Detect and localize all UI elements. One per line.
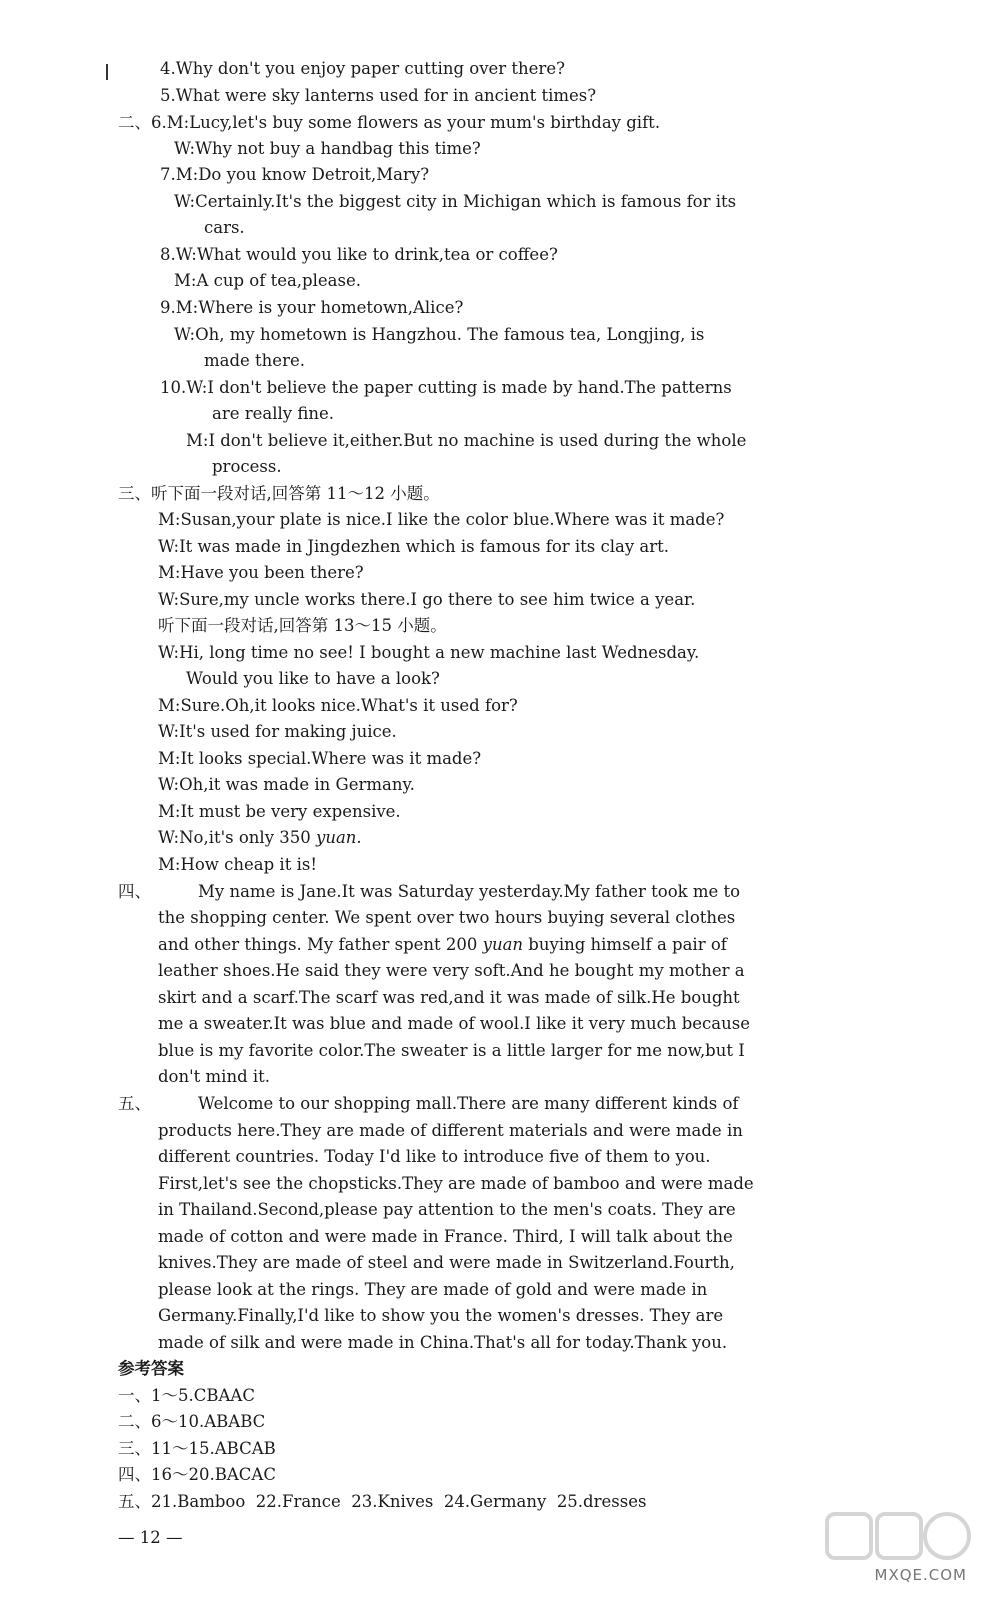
line-q8m: M:A cup of tea,please. <box>174 271 361 290</box>
passage5-line3: different countries. Today I'd like to introduce five of them to you. <box>158 1147 711 1166</box>
section-3-heading-2: 听下面一段对话,回答第 13～15 小题。 <box>158 616 447 635</box>
dialog2-line7-italic: yuan <box>316 828 357 847</box>
passage4-line6: me a sweater.It was blue and made of wool.I like it very much because <box>158 1014 750 1033</box>
passage4-line3 <box>158 935 727 955</box>
answer-line-4: 四、16～20.BACAC <box>118 1465 276 1484</box>
dialog2-line8: M:How cheap it is! <box>158 855 317 874</box>
passage5-line5: in Thailand.Second,please pay attention to the men's coats. They are <box>158 1200 736 1219</box>
dialog2-line3: W:It's used for making juice. <box>158 722 397 741</box>
dialog2-line1-b: Would you like to have a look? <box>186 669 440 688</box>
section-3-heading: 三、听下面一段对话,回答第 11～12 小题。 <box>118 484 440 503</box>
answer-line-5: 五、21.Bamboo 22.France 23.Knives 24.Germany 25.dresses <box>118 1492 647 1511</box>
line-q9w-1: W:Oh, my hometown is Hangzhou. The famous tea, Longjing, is <box>174 325 705 344</box>
page-number: — 12 — <box>118 1528 183 1547</box>
answer-line-2: 二、6～10.ABABC <box>118 1412 266 1431</box>
passage5-line6: made of cotton and were made in France. Third, I will talk about the <box>158 1227 733 1246</box>
line-q6w: W:Why not buy a handbag this time? <box>174 139 481 158</box>
section-5-label: 五、 <box>118 1094 151 1113</box>
dialog2-line7 <box>158 828 362 848</box>
dialog2-line6: M:It must be very expensive. <box>158 802 401 821</box>
answer-key-heading: 参考答案 <box>118 1359 184 1378</box>
line-q5: 5.What were sky lanterns used for in ancient times? <box>160 86 597 105</box>
line-q9w-2: made there. <box>204 351 305 370</box>
passage4-line7: blue is my favorite color.The sweater is a little larger for me now,but I <box>158 1041 745 1060</box>
line-q10w-2: are really fine. <box>212 404 334 423</box>
passage4-line8: don't mind it. <box>158 1067 271 1086</box>
answer-line-1: 一、1～5.CBAAC <box>118 1386 255 1405</box>
passage5-line1: Welcome to our shopping mall.There are many different kinds of <box>198 1094 739 1113</box>
dialog1-line1: M:Susan,your plate is nice.I like the color blue.Where was it made? <box>158 510 725 529</box>
line-q4: 4.Why don't you enjoy paper cutting over there? <box>160 59 565 78</box>
dialog2-line4: M:It looks special.Where was it made? <box>158 749 482 768</box>
dialog2-line7-pre: W:No,it's only 350 <box>158 828 316 847</box>
margin-mark <box>106 64 108 80</box>
passage4-line3-post: buying himself a pair of <box>523 935 727 954</box>
line-q7m: 7.M:Do you know Detroit,Mary? <box>160 165 430 184</box>
line-q10m-2: process. <box>212 457 282 476</box>
dialog2-line1-a: W:Hi, long time no see! I bought a new machine last Wednesday. <box>158 643 700 662</box>
passage4-line2: the shopping center. We spent over two hours buying several clothes <box>158 908 736 927</box>
passage5-line8: please look at the rings. They are made of gold and were made in <box>158 1280 708 1299</box>
passage4-line1: My name is Jane.It was Saturday yesterday.My father took me to <box>198 882 741 901</box>
dialog1-line3: M:Have you been there? <box>158 563 364 582</box>
passage4-line3-pre: and other things. My father spent 200 <box>158 935 483 954</box>
passage5-line4: First,let's see the chopsticks.They are made of bamboo and were made <box>158 1174 754 1193</box>
section-4-label: 四、 <box>118 882 151 901</box>
passage4-line4: leather shoes.He said they were very soft.And he bought my mother a <box>158 961 745 980</box>
line-q10m-1: M:I don't believe it,either.But no machine is used during the whole <box>186 431 747 450</box>
watermark-text: MXQE.COM <box>874 1566 967 1584</box>
dialog2-line5: W:Oh,it was made in Germany. <box>158 775 415 794</box>
passage5-line7: knives.They are made of steel and were made in Switzerland.Fourth, <box>158 1253 735 1272</box>
passage4-line5: skirt and a scarf.The scarf was red,and it was made of silk.He bought <box>158 988 740 1007</box>
line-s2-q6m: 二、6.M:Lucy,let's buy some flowers as your mum's birthday gift. <box>118 113 661 132</box>
answer-line-3: 三、11～15.ABCAB <box>118 1439 276 1458</box>
line-q7w-2: cars. <box>204 218 245 237</box>
passage4-line3-italic: yuan <box>482 935 524 954</box>
passage5-line9: Germany.Finally,I'd like to show you the women's dresses. They are <box>158 1306 724 1325</box>
passage5-line10: made of silk and were made in China.That's all for today.Thank you. <box>158 1333 728 1352</box>
dialog2-line7-post: . <box>356 828 362 847</box>
line-q8w: 8.W:What would you like to drink,tea or coffee? <box>160 245 558 264</box>
dialog2-line2: M:Sure.Oh,it looks nice.What's it used for? <box>158 696 518 715</box>
passage5-line2: products here.They are made of different materials and were made in <box>158 1121 743 1140</box>
line-q9m: 9.M:Where is your hometown,Alice? <box>160 298 464 317</box>
dialog1-line2: W:It was made in Jingdezhen which is famous for its clay art. <box>158 537 670 556</box>
line-q10w-1: 10.W:I don't believe the paper cutting is made by hand.The patterns <box>160 378 732 397</box>
line-q7w-1: W:Certainly.It's the biggest city in Michigan which is famous for its <box>174 192 737 211</box>
dialog1-line4: W:Sure,my uncle works there.I go there to see him twice a year. <box>158 590 696 609</box>
